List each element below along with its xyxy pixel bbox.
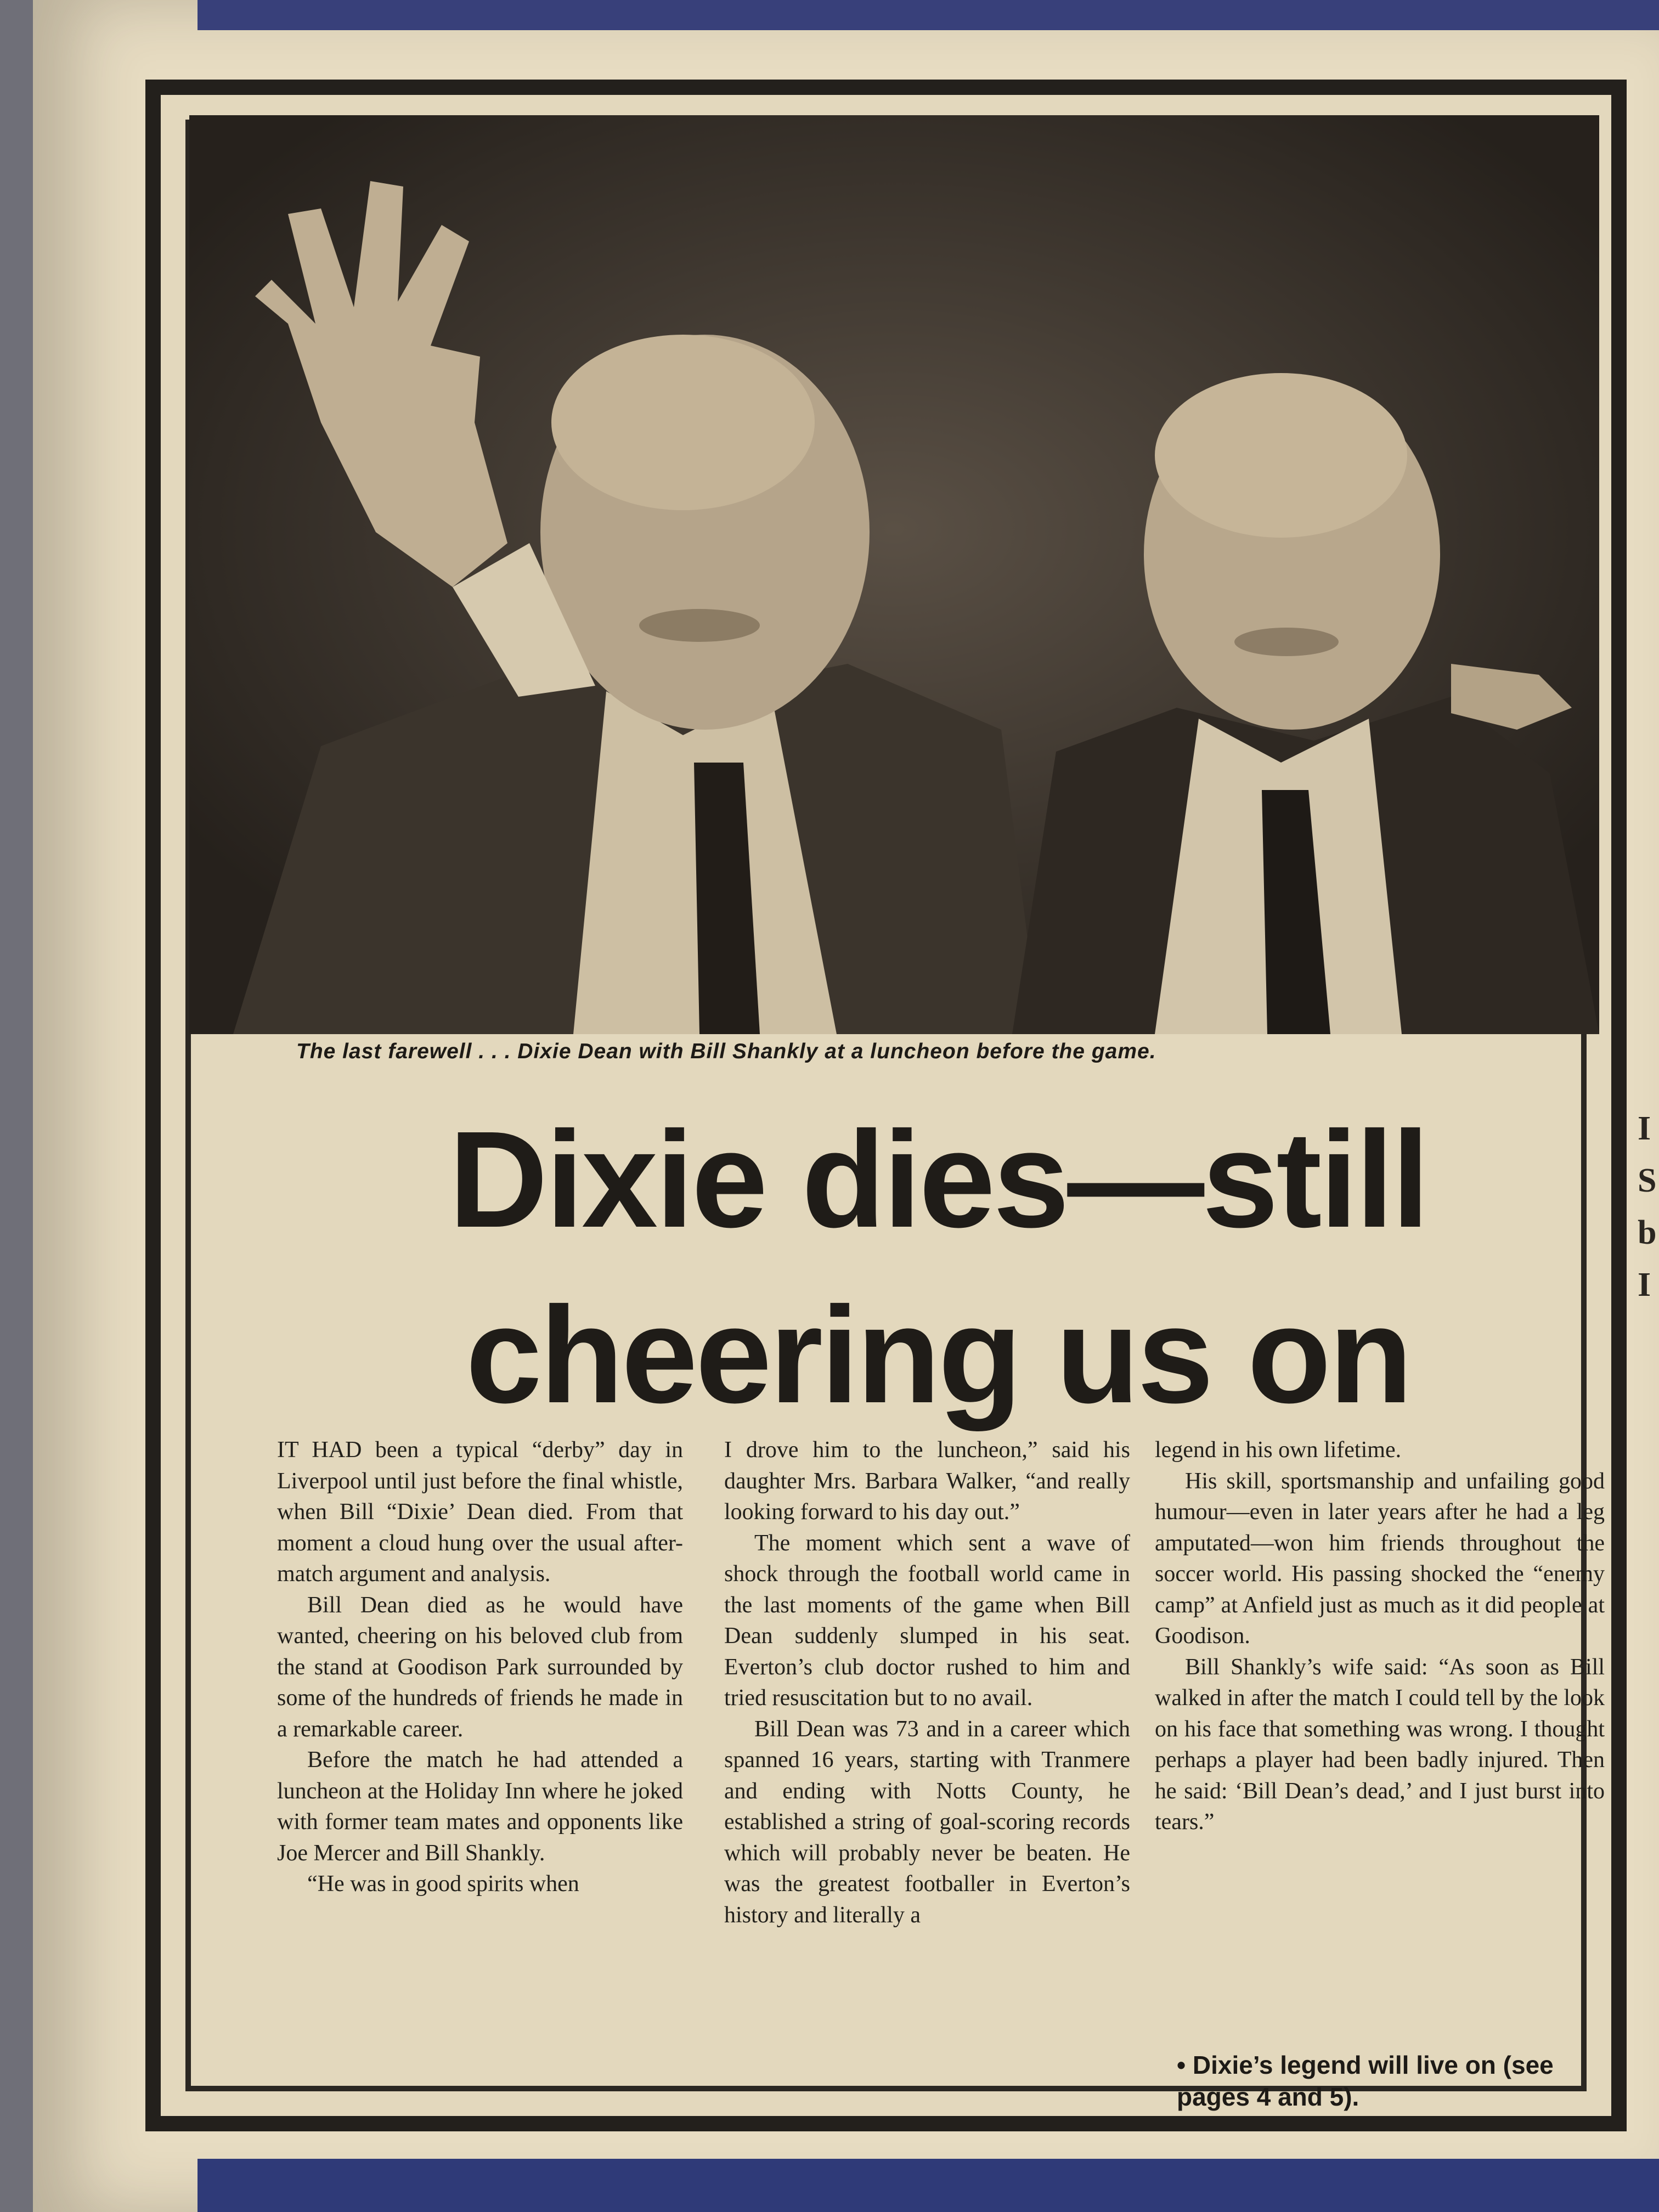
article-column-3 xyxy=(1155,1435,1605,2093)
paragraph: Before the match he had attended a luncheon at the Holiday Inn where he joked with former team mates and opponents like Joe Mercer and Bill Shankly. xyxy=(277,1747,683,1866)
paragraph: His skill, sportsmanship and unfailing good humour—even in later years after he had a leg amputated—won him friends throughout the soccer world. His passing shocked the “enemy camp” at Anfield just as much as it did people at Goodison. xyxy=(1155,1468,1605,1649)
fragment-letter: b xyxy=(1638,1214,1657,1251)
paragraph: “He was in good spirits when xyxy=(307,1871,579,1897)
paragraph: legend in his own lifetime. xyxy=(1155,1437,1402,1463)
news-photo xyxy=(189,115,1599,1034)
headline xyxy=(307,1092,1569,1443)
top-color-band xyxy=(198,0,1659,30)
paragraph: I drove him to the luncheon,” said his daughter Mrs. Barbara Walker, “and really looking forward to his day out.” xyxy=(724,1437,1130,1525)
article-column-1 xyxy=(277,1435,683,2093)
two-men-portrait-photo-icon xyxy=(189,115,1599,1034)
headline-line-1: Dixie dies—still xyxy=(449,1103,1427,1256)
fragment-letter: I xyxy=(1638,1110,1651,1147)
fragment-letter: S xyxy=(1638,1162,1657,1199)
fragment-letter: I xyxy=(1638,1266,1651,1304)
adjacent-article-fragment xyxy=(1638,1103,1659,1322)
article-column-2 xyxy=(724,1435,1130,2093)
see-also-note: • Dixie’s legend will live on (see pages 4 and 5). xyxy=(1177,2051,1554,2111)
photo-caption: The last farewell . . . Dixie Dean with Bill Shankly at a luncheon before the game. xyxy=(296,1040,1156,1063)
paragraph: Bill Dean was 73 and in a career which spanned 16 years, starting with Tranmere and ending with Notts County, he established a string of goal-scoring records which will probably never be beaten. He was the greatest footballer in Everton’s history and literally a xyxy=(724,1716,1130,1928)
bottom-color-band xyxy=(198,2159,1659,2212)
headline-line-2: cheering us on xyxy=(465,1278,1411,1431)
paragraph: The moment which sent a wave of shock through the football world came in the last moments of the game when Bill Dean suddenly slumped in his seat. Everton’s club doctor rushed to him and tried resuscitation but to no avail. xyxy=(724,1530,1130,1711)
paragraph: Bill Shankly’s wife said: “As soon as Bill walked in after the match I could tell by the look on his face that something was wrong. I thought perhaps a player had been badly injured. Then he said: ‘Bill Dean’s dead,’ and I just burst into tears.” xyxy=(1155,1654,1605,1835)
paragraph: IT HAD been a typical “derby” day in Liverpool until just before the final whistle, when Bill “Dixie’ Dean died. From that moment a cloud hung over the usual after-match argument and analysis. xyxy=(277,1437,683,1587)
paragraph: Bill Dean died as he would have wanted, cheering on his beloved club from the stand at Goodison Park surrounded by some of the hundreds of friends he made in a remarkable career. xyxy=(277,1592,683,1742)
